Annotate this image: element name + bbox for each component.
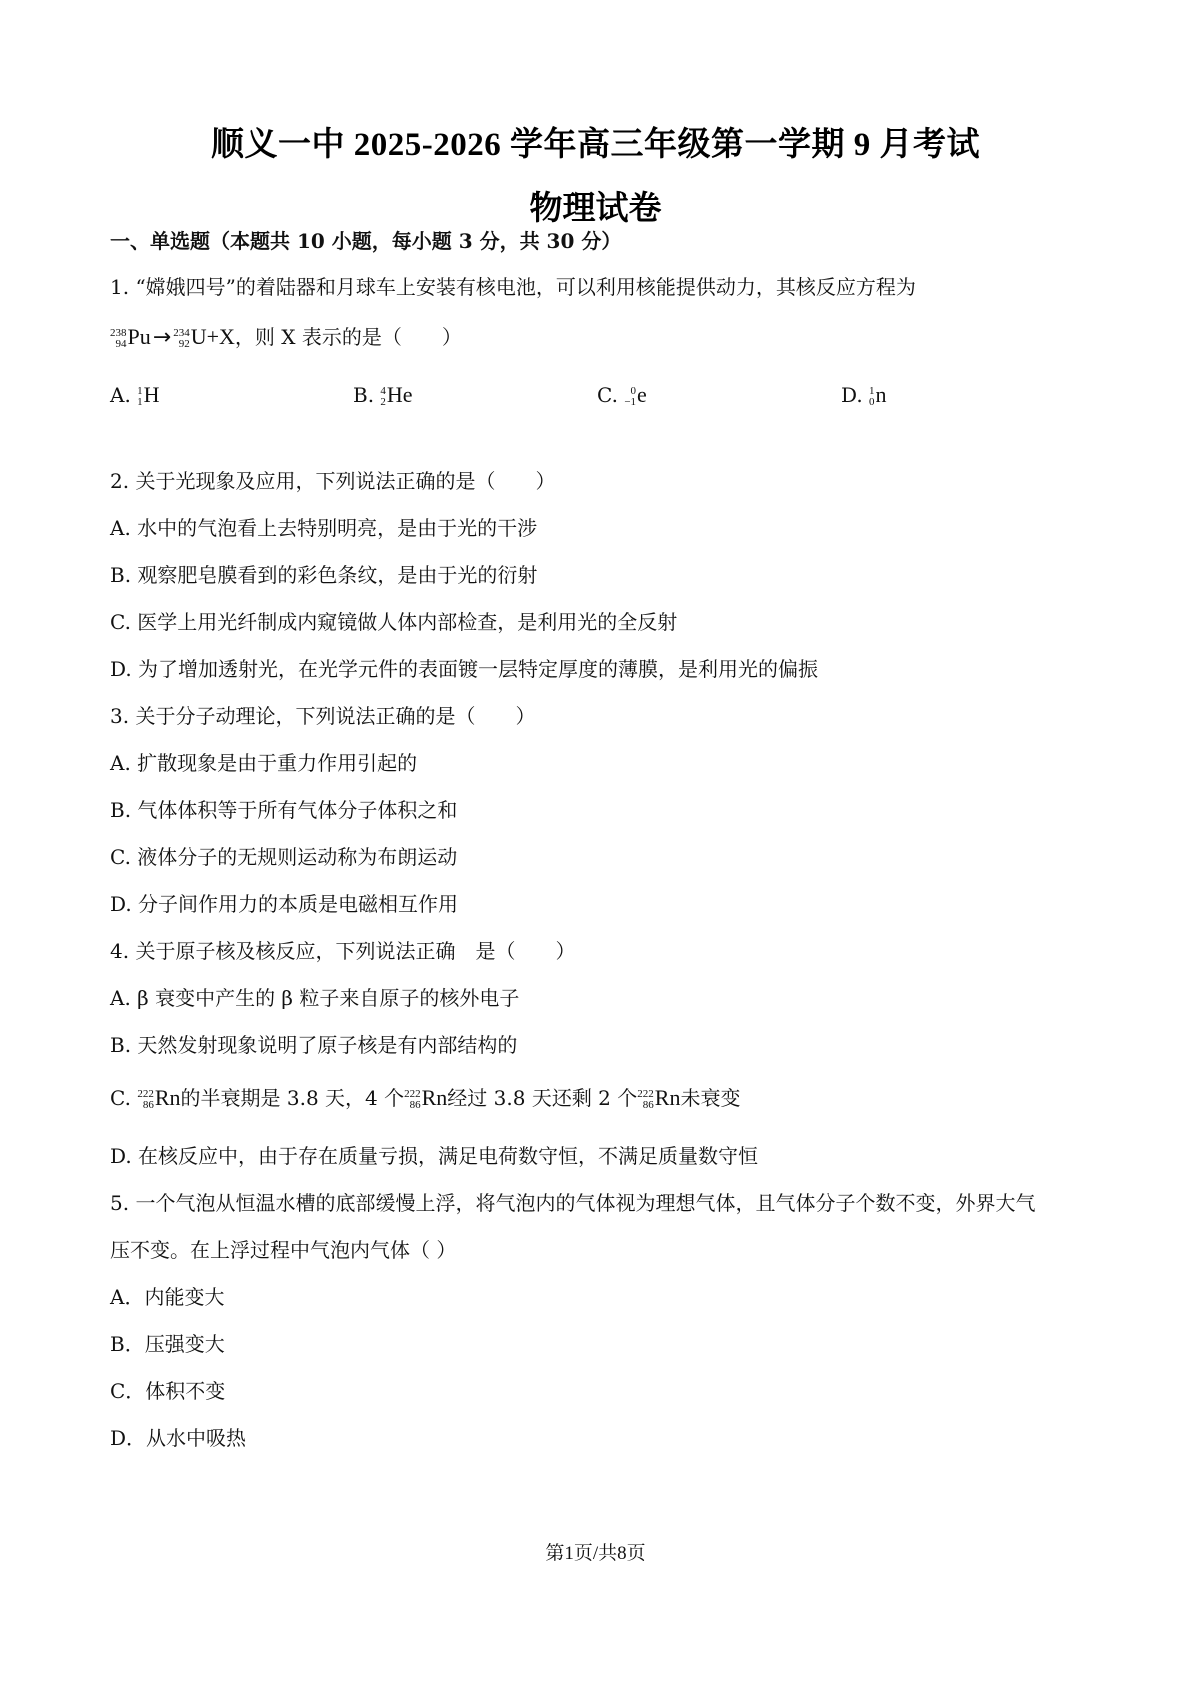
q1-option-d: D. 1 0 n <box>841 382 887 408</box>
q2-option-c: C. 医学上用光纤制成内窥镜做人体内部检查，是利用光的全反射 <box>110 610 678 634</box>
q1-plus-x: +X <box>206 324 235 349</box>
q2-option-a: A. 水中的气泡看上去特别明亮，是由于光的干涉 <box>110 516 538 540</box>
q4-option-a: A. β 衰变中产生的 β 粒子来自原子的核外电子 <box>110 986 520 1010</box>
q5-stem-line1: 5. 一个气泡从恒温水槽的底部缓慢上浮，将气泡内的气体视为理想气体，且气体分子个数不变，外界大气 <box>110 1191 1036 1215</box>
q1-nuclide-u: 234 92 U <box>173 324 207 350</box>
q1-option-c: C. 0 −1 e <box>597 382 647 408</box>
q2-option-d: D. 为了增加透射光，在光学元件的表面镀一层特定厚度的薄膜，是利用光的偏振 <box>110 657 819 681</box>
q1-equation <box>110 322 462 353</box>
q5-option-a: A．内能变大 <box>110 1285 225 1309</box>
q1-option-a: A. 1 1 H <box>110 382 160 408</box>
rn-nuclide: 222 86 Rn <box>637 1085 681 1111</box>
q4-option-d: D. 在核反应中，由于存在质量亏损，满足电荷数守恒，不满足质量数守恒 <box>110 1144 759 1168</box>
q4-option-c: C. 222 86 Rn的半衰期是 3.8 天，4 个 222 86 Rn经过 3.8 天还剩 2 个 222 86 Rn未衰变 <box>110 1083 740 1113</box>
q1-option-b: B. 4 2 He <box>353 382 413 408</box>
q1-eq-tail: ，则 X 表示的是（ ） <box>234 325 462 349</box>
q3-option-d: D. 分子间作用力的本质是电磁相互作用 <box>110 892 459 916</box>
q5-option-b: B．压强变大 <box>110 1332 225 1356</box>
q5-option-d: D．从水中吸热 <box>110 1426 247 1450</box>
exam-subtitle: 物理试卷 <box>529 191 662 227</box>
q1-nuclide-pu: 238 94 Pu <box>110 324 151 350</box>
q3-option-a: A. 扩散现象是由于重力作用引起的 <box>110 751 418 775</box>
q1-stem: 1. “嫦娥四号”的着陆器和月球车上安装有核电池，可以利用核能提供动力，其核反应方程为 <box>110 275 916 299</box>
q4-option-b: B. 天然发射现象说明了原子核是有内部结构的 <box>110 1033 518 1057</box>
q3-option-c: C. 液体分子的无规则运动称为布朗运动 <box>110 845 458 869</box>
q3-stem: 3. 关于分子动理论，下列说法正确的是（ ） <box>110 704 536 728</box>
arrow-glyph: → <box>152 325 172 350</box>
q2-option-b: B. 观察肥皂膜看到的彩色条纹，是由于光的衍射 <box>110 563 538 587</box>
page-footer: 第1页/共8页 <box>545 1543 646 1564</box>
section-heading: 一、单选题（本题共 10 小题，每小题 3 分，共 30 分） <box>110 229 622 253</box>
q2-stem: 2. 关于光现象及应用，下列说法正确的是（ ） <box>110 469 556 493</box>
rn-nuclide: 222 86 Rn <box>137 1085 181 1111</box>
q4-stem: 4. 关于原子核及核反应，下列说法正确 是（ ） <box>110 939 576 963</box>
q5-option-c: C．体积不变 <box>110 1379 226 1403</box>
rn-nuclide: 222 86 Rn <box>404 1085 448 1111</box>
q5-stem-line2: 压不变。在上浮过程中气泡内气体（ ） <box>110 1238 457 1262</box>
q3-option-b: B. 气体体积等于所有气体分子体积之和 <box>110 798 458 822</box>
exam-title: 顺义一中 2025-2026 学年高三年级第一学期 9 月考试 <box>211 127 980 163</box>
